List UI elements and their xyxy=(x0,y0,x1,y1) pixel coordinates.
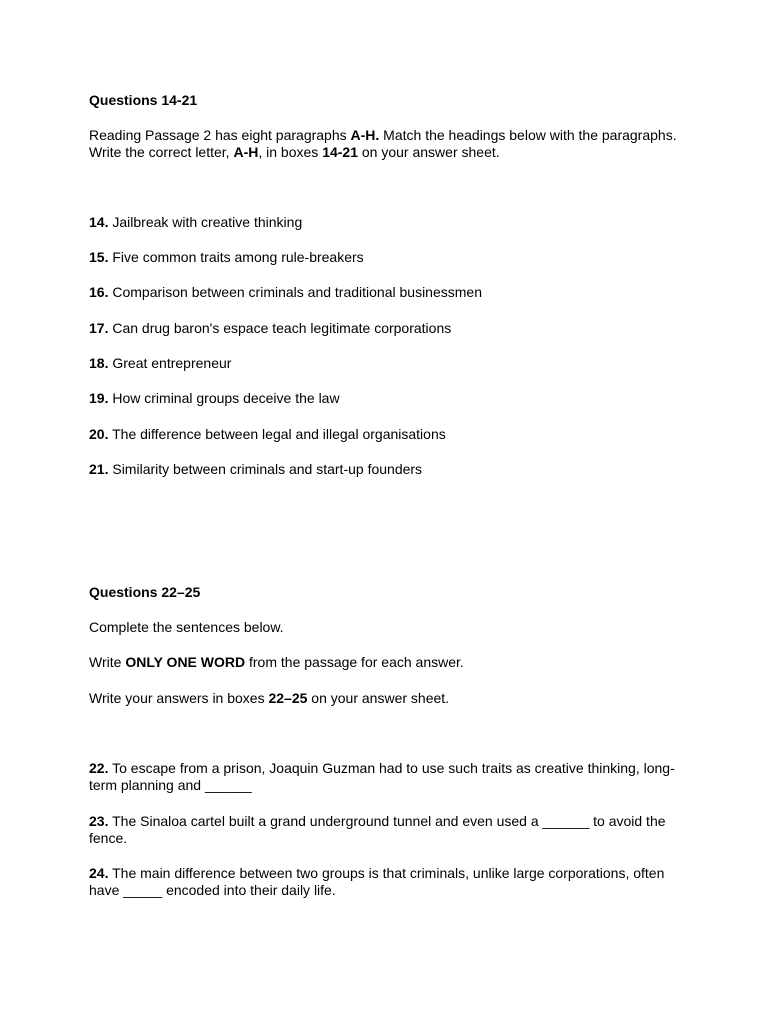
text-run: Write xyxy=(89,654,126,670)
heading-item-21: 21. Similarity between criminals and start-up founders xyxy=(89,461,423,477)
text-run: Write your answers in boxes xyxy=(89,690,269,706)
text-run: Match the headings below with the paragraphs. Write the correct letter, xyxy=(89,127,677,160)
heading-item-18: 18. Great entrepreneur xyxy=(89,355,232,371)
section-2-heading: Questions 22–25 xyxy=(89,584,201,600)
text-run: Reading Passage 2 has eight paragraphs xyxy=(89,127,351,143)
section-1-instruction xyxy=(89,127,679,161)
sentence-item-23: 23. The Sinaloa cartel built a grand underground tunnel and even used a ______ to avoid the fence. xyxy=(89,813,666,846)
text-run: A-H xyxy=(233,144,259,160)
text-run: 22–25 xyxy=(268,690,308,706)
section-2-line-2 xyxy=(89,654,679,671)
text-run: ONLY ONE WORD xyxy=(125,654,246,670)
text-run: on your answer sheet. xyxy=(358,144,500,160)
text-run: from the passage for each answer. xyxy=(245,654,464,670)
text-run: , in boxes xyxy=(258,144,323,160)
heading-item-15: 15. Five common traits among rule-breakers xyxy=(89,249,364,265)
heading-item-16: 16. Comparison between criminals and traditional businessmen xyxy=(89,284,482,300)
heading-item-17: 17. Can drug baron's espace teach legitimate corporations xyxy=(89,320,452,336)
sentence-item-22: 22. To escape from a prison, Joaquin Guzman had to use such traits as creative thinking, long-term planning and ______ xyxy=(89,760,675,793)
heading-item-19: 19. How criminal groups deceive the law xyxy=(89,390,340,406)
text-run: A-H. xyxy=(350,127,380,143)
text-run: on your answer sheet. xyxy=(307,690,450,706)
sentence-item-24: 24. The main difference between two groups is that criminals, unlike large corporations, often have _____ encoded into their daily life. xyxy=(89,865,665,898)
text-run: 14-21 xyxy=(322,144,358,160)
heading-item-20: 20. The difference between legal and illegal organisations xyxy=(89,426,446,442)
heading-item-14: 14. Jailbreak with creative thinking xyxy=(89,214,303,230)
section-2-line-3 xyxy=(89,690,679,707)
section-2-line-1: Complete the sentences below. xyxy=(89,619,284,635)
section-1-heading: Questions 14-21 xyxy=(89,92,198,108)
